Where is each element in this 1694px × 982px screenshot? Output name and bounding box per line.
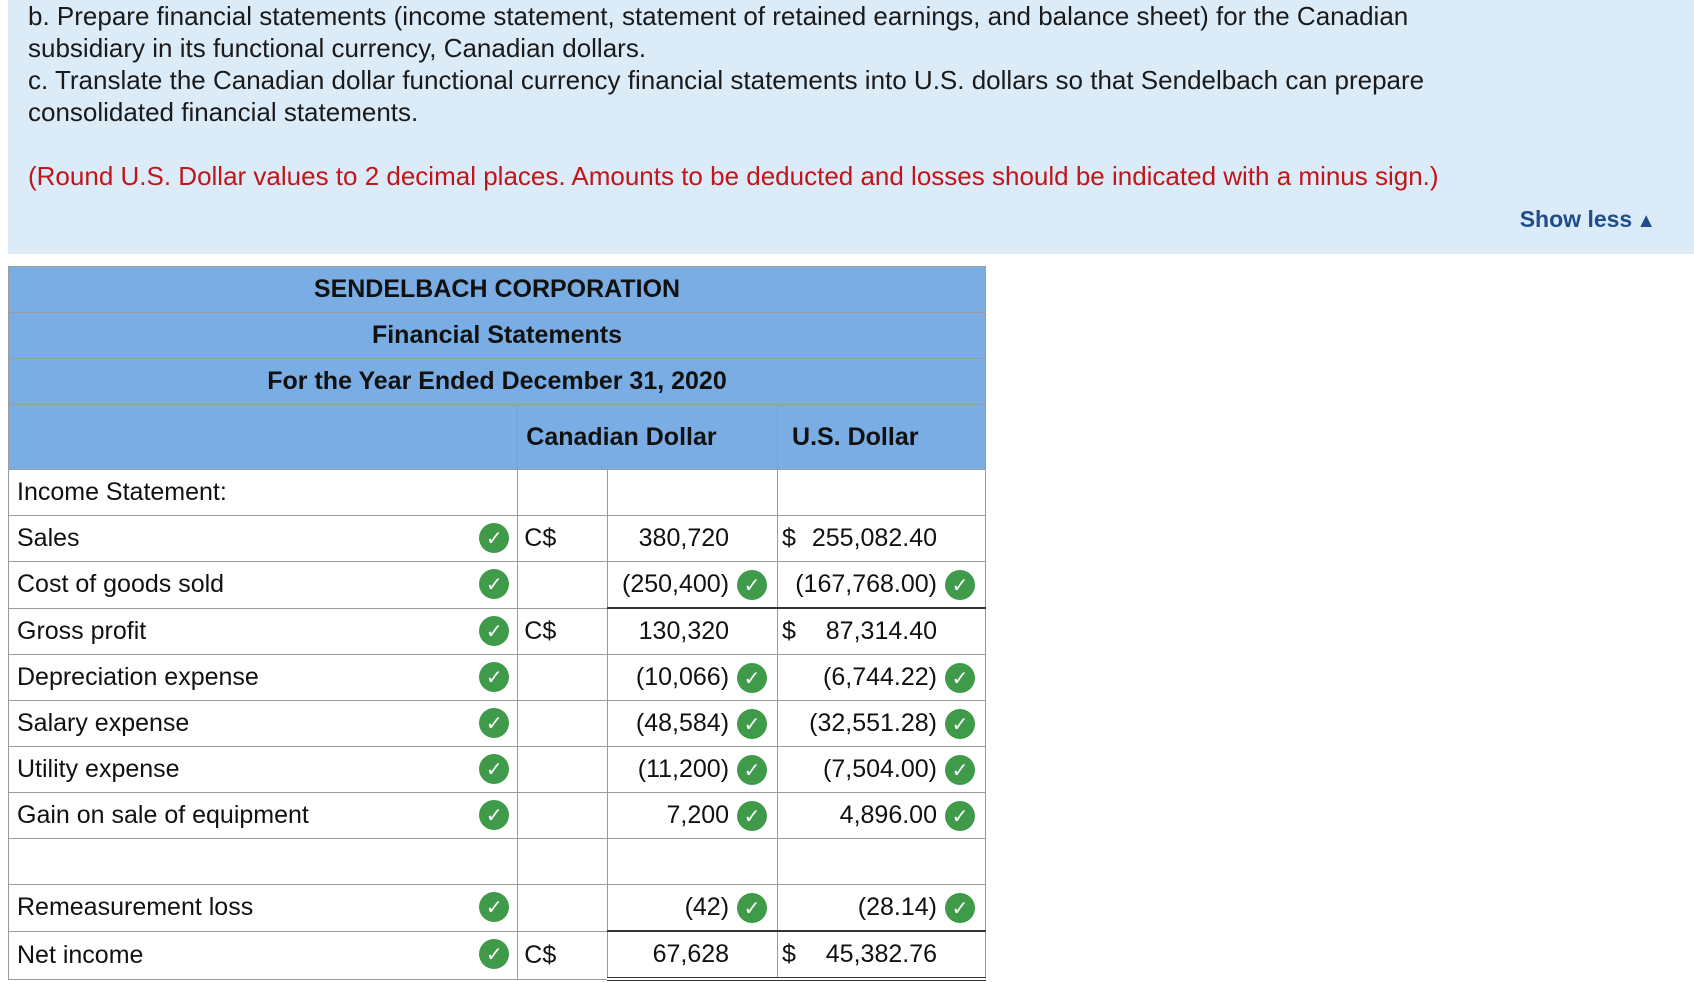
currency-cell	[518, 516, 608, 562]
statement-title: Financial Statements	[9, 313, 986, 359]
currency-cell	[518, 608, 608, 655]
usd-amount-cell[interactable]	[778, 701, 986, 747]
cad-amount-cell[interactable]	[608, 793, 778, 839]
statement-period: For the Year Ended December 31, 2020	[9, 359, 986, 405]
check-icon: ✓	[945, 893, 975, 923]
dollar-sign: $	[782, 617, 796, 645]
show-less-label: Show less	[1519, 206, 1633, 232]
empty-cell	[9, 839, 518, 885]
row-label-cell	[9, 608, 518, 655]
cad-amount: (10,066)	[635, 663, 730, 692]
check-icon: ✓	[479, 523, 509, 553]
currency-cell	[518, 655, 608, 701]
show-less-link[interactable]	[1520, 206, 1656, 233]
section-label: Income Statement:	[9, 470, 518, 516]
dollar-sign: $	[782, 524, 796, 552]
statement-row	[9, 931, 986, 979]
statement-row	[9, 793, 986, 839]
row-label: Remeasurement loss	[17, 893, 254, 922]
row-label: Utility expense	[17, 755, 180, 783]
currency-cell	[518, 885, 608, 932]
currency-symbol: C$	[524, 940, 557, 969]
row-label-cell	[9, 793, 518, 839]
usd-amount-cell[interactable]	[778, 885, 986, 932]
check-icon: ✓	[737, 709, 767, 739]
financial-statements-table	[8, 266, 986, 981]
check-icon: ✓	[737, 893, 767, 923]
currency-symbol: C$	[524, 524, 557, 552]
column-header-us: U.S. Dollar	[778, 405, 986, 470]
empty-cell	[778, 470, 986, 516]
cad-amount-cell[interactable]	[608, 562, 778, 609]
row-label-cell	[9, 885, 518, 932]
check-icon: ✓	[945, 801, 975, 831]
statement-row	[9, 885, 986, 932]
instruction-b-line2: subsidiary in its functional currency, Canadian dollars.	[28, 33, 647, 63]
usd-amount: (28.14)	[857, 893, 937, 922]
cad-amount-cell[interactable]	[608, 701, 778, 747]
row-label: Salary expense	[17, 709, 190, 737]
section-row	[9, 470, 986, 516]
currency-cell	[518, 793, 608, 839]
row-label-cell	[9, 655, 518, 701]
usd-amount: 4,896.00	[839, 801, 937, 830]
check-icon: ✓	[737, 570, 767, 600]
rounding-note: (Round U.S. Dollar values to 2 decimal places. Amounts to be deducted and losses should be indicated with a minus sign.)	[28, 161, 1439, 191]
row-label-cell	[9, 931, 518, 979]
currency-symbol: C$	[524, 616, 557, 645]
dollar-sign: $	[782, 940, 796, 968]
row-label: Depreciation expense	[17, 663, 259, 691]
instruction-c-line2: consolidated financial statements.	[28, 97, 419, 127]
cad-amount: 380,720	[638, 524, 730, 553]
company-name: SENDELBACH CORPORATION	[9, 267, 986, 313]
usd-amount-cell[interactable]	[778, 516, 986, 562]
instruction-c-line1: c. Translate the Canadian dollar functional currency financial statements into U.S. dollars so that Sendelbach can prepare	[28, 65, 1425, 95]
empty-cell	[518, 839, 608, 885]
cad-amount: 130,320	[638, 617, 730, 646]
cad-amount: 7,200	[666, 801, 730, 830]
usd-amount-cell[interactable]	[778, 931, 986, 979]
cad-amount-cell[interactable]	[608, 885, 778, 932]
cad-amount: (250,400)	[622, 570, 730, 599]
cad-amount-cell[interactable]	[608, 747, 778, 793]
statement-row	[9, 747, 986, 793]
blank-row	[9, 839, 986, 885]
cad-amount: (11,200)	[637, 755, 730, 784]
usd-amount: 255,082.40	[811, 524, 937, 553]
usd-amount: 45,382.76	[825, 940, 937, 969]
currency-cell	[518, 701, 608, 747]
empty-cell	[608, 470, 778, 516]
check-icon: ✓	[479, 800, 509, 830]
row-label: Cost of goods sold	[17, 570, 225, 599]
empty-cell	[518, 470, 608, 516]
check-icon: ✓	[479, 754, 509, 784]
currency-cell	[518, 931, 608, 979]
statement-row	[9, 516, 986, 562]
check-icon: ✓	[945, 709, 975, 739]
instruction-b-line1: b. Prepare financial statements (income statement, statement of retained earnings, and balance sheet) for the Canadian	[28, 1, 1409, 31]
cad-amount-cell[interactable]	[608, 516, 778, 562]
usd-amount-cell[interactable]	[778, 562, 986, 609]
currency-cell	[518, 747, 608, 793]
usd-amount-cell[interactable]	[778, 747, 986, 793]
check-icon: ✓	[479, 569, 509, 599]
cad-amount-cell[interactable]	[608, 608, 778, 655]
check-icon: ✓	[479, 939, 509, 969]
row-label: Sales	[17, 524, 80, 552]
check-icon: ✓	[945, 663, 975, 693]
statement-row	[9, 608, 986, 655]
empty-cell	[778, 839, 986, 885]
row-label-cell	[9, 562, 518, 609]
column-header-canadian: Canadian Dollar	[518, 405, 778, 470]
row-label: Gross profit	[17, 616, 147, 645]
row-label: Gain on sale of equipment	[17, 801, 309, 829]
usd-amount-cell[interactable]	[778, 608, 986, 655]
check-icon: ✓	[945, 755, 975, 785]
row-label: Net income	[17, 940, 144, 969]
statement-row	[9, 655, 986, 701]
statement-row	[9, 701, 986, 747]
statement-row	[9, 562, 986, 609]
instructions-panel	[8, 0, 1694, 254]
usd-amount-cell[interactable]	[778, 655, 986, 701]
usd-amount: (6,744.22)	[823, 663, 937, 692]
cad-amount-cell[interactable]	[608, 655, 778, 701]
check-icon: ✓	[945, 570, 975, 600]
usd-amount: 87,314.40	[825, 617, 937, 646]
empty-cell	[608, 839, 778, 885]
check-icon: ✓	[479, 708, 509, 738]
triangle-up-icon: ▲	[1636, 210, 1656, 232]
cad-amount-cell[interactable]	[608, 931, 778, 979]
check-icon: ✓	[737, 663, 767, 693]
row-label-cell	[9, 516, 518, 562]
usd-amount: (167,768.00)	[795, 570, 937, 599]
currency-cell	[518, 562, 608, 609]
check-icon: ✓	[479, 892, 509, 922]
check-icon: ✓	[479, 662, 509, 692]
check-icon: ✓	[479, 616, 509, 646]
usd-amount: (7,504.00)	[823, 755, 937, 784]
cad-amount: (48,584)	[635, 709, 730, 738]
header-blank	[9, 405, 518, 470]
check-icon: ✓	[737, 801, 767, 831]
usd-amount: (32,551.28)	[809, 709, 937, 738]
row-label-cell	[9, 701, 518, 747]
cad-amount: 67,628	[652, 940, 730, 969]
check-icon: ✓	[737, 755, 767, 785]
usd-amount-cell[interactable]	[778, 793, 986, 839]
row-label-cell	[9, 747, 518, 793]
cad-amount: (42)	[684, 893, 730, 922]
